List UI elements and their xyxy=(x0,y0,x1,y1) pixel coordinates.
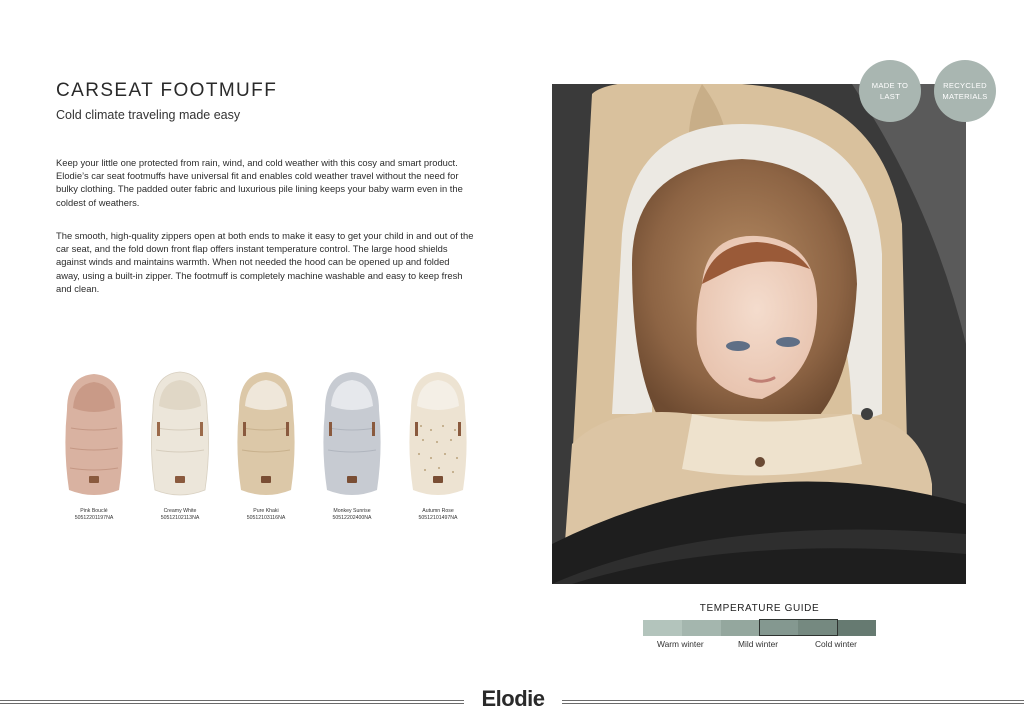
temperature-segment xyxy=(643,620,682,636)
description-paragraph-1: Keep your little one protected from rain, wind, and cold weather with this cosy and smart product. Elodie’s car seat footmuffs have universal fit and enables cold weather travel without the need for bulky clothing. The padded outer fabric and luxurious pile lining keeps your baby warm even in the coldest of weathers. xyxy=(56,157,463,208)
product-pure-khaki xyxy=(224,370,308,522)
product-pink-boucle xyxy=(52,370,136,522)
temperature-segment xyxy=(682,620,721,636)
temperature-guide-title: TEMPERATURE GUIDE xyxy=(699,603,820,614)
footer-divider-left xyxy=(0,700,464,701)
product-code: 50512103116NA xyxy=(246,515,286,521)
product-name: Monkey Sunrise xyxy=(333,508,371,514)
product-autumn-rose xyxy=(396,370,480,522)
product-code: 50512201197NA xyxy=(74,515,114,521)
footmuff-monkey-sunrise-image xyxy=(317,370,387,502)
product-name: Autumn Rose xyxy=(422,508,454,514)
badge-line: MADE TO xyxy=(871,81,909,90)
footmuff-creamy-white-image xyxy=(145,370,215,502)
badge-line: RECYCLED xyxy=(943,81,987,90)
product-code: 50512102113NA xyxy=(160,515,200,521)
temperature-segment xyxy=(721,620,760,636)
product-monkey-sunrise xyxy=(310,370,394,522)
recycled-materials-badge xyxy=(934,60,996,122)
temperature-label-warm: Warm winter xyxy=(657,639,704,649)
footer-divider-right xyxy=(562,700,1024,701)
product-variants xyxy=(52,370,482,540)
badge-line: MATERIALS xyxy=(942,92,988,101)
temperature-segment xyxy=(837,620,876,636)
product-name: Creamy White xyxy=(163,508,197,514)
description-paragraph-2: The smooth, high-quality zippers open at both ends to make it easy to get your child in and out of the car seat, and the fold down front flap offers instant temperature control. The large hood shields against winds and maintains warmth. When not needed the hood can be opened up and folded away, using a built-in zipper. The footmuff is completely machine washable and easy to keep fresh and clean. xyxy=(56,230,474,294)
product-name: Pink Bouclé xyxy=(80,508,108,514)
footmuff-autumn-rose-image xyxy=(403,370,473,502)
temperature-label-mild: Mild winter xyxy=(738,639,779,649)
product-creamy-white xyxy=(138,370,222,522)
footmuff-pink-boucle-image xyxy=(59,370,129,502)
badge-line: LAST xyxy=(879,92,901,101)
product-code: 50512202400NA xyxy=(332,515,372,521)
temperature-highlight-frame xyxy=(759,619,838,636)
temperature-label-cold: Cold winter xyxy=(815,639,857,649)
footmuff-pure-khaki-image xyxy=(231,370,301,502)
made-to-last-badge xyxy=(859,60,921,122)
brand-logo: Elodie xyxy=(481,686,545,711)
product-name: Pure Khaki xyxy=(253,508,279,514)
page-title: CARSEAT FOOTMUFF xyxy=(56,80,278,101)
product-code: 50512101497NA xyxy=(418,515,458,521)
page-subtitle: Cold climate traveling made easy xyxy=(56,108,241,122)
baby-in-footmuff-photo xyxy=(552,84,966,584)
